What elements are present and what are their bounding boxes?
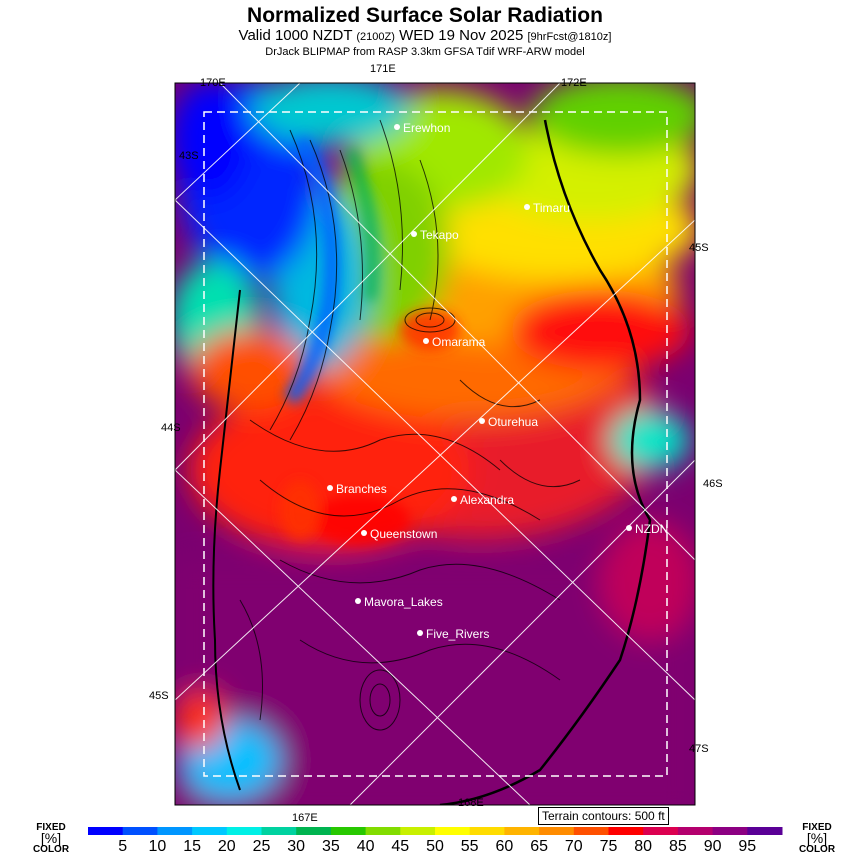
chart-title: Normalized Surface Solar Radiation	[247, 4, 603, 27]
valid-date: WED 19 Nov 2025	[399, 27, 524, 44]
radiation-field	[170, 75, 710, 820]
colorbar-tick-label: 60	[495, 838, 514, 855]
place-label-oturehua: Oturehua	[488, 415, 539, 429]
place-label-mavora-lakes: Mavora_Lakes	[364, 595, 443, 609]
colorbar-tick-label: 45	[391, 838, 410, 855]
colorbar-swatch	[88, 827, 123, 835]
colorbar-tick-label: 15	[183, 838, 201, 855]
place-label-alexandra: Alexandra	[460, 493, 515, 507]
lon-label-167e: 167E	[292, 812, 318, 824]
place-label-timaru: Timaru	[533, 201, 570, 215]
model-description: DrJack BLIPMAP from RASP 3.3km GFSA Tdif WRF-ARW model	[265, 46, 585, 58]
colorbar-swatch	[713, 827, 748, 835]
place-label-five-rivers: Five_Rivers	[426, 627, 490, 641]
colorbar-swatch	[678, 827, 713, 835]
lat-label-43s: 43S	[179, 150, 199, 162]
valid-time: Valid 1000 NZDT	[238, 27, 353, 44]
colorbar-swatch	[747, 827, 782, 835]
colorbar-swatch	[504, 827, 539, 835]
lat-label-45s-right: 45S	[689, 242, 709, 254]
colorbar-swatch	[123, 827, 158, 835]
colorbar-right-fixed: FIXED	[802, 822, 832, 833]
colorbar-tick-label: 75	[599, 838, 618, 855]
lon-label-172e: 172E	[561, 77, 587, 89]
colorbar-left-color: COLOR	[32, 844, 70, 855]
colorbar-swatch	[192, 827, 227, 835]
colorbar-swatch	[470, 827, 505, 835]
colorbar-swatch	[400, 827, 435, 835]
colorbar-right-color: COLOR	[798, 844, 836, 855]
colorbar-swatch	[331, 827, 366, 835]
colorbar-swatch	[609, 827, 644, 835]
colorbar-tick-label: 35	[321, 838, 340, 855]
place-label-queenstown: Queenstown	[370, 527, 438, 541]
place-label-tekapo: Tekapo	[420, 228, 459, 242]
colorbar-swatch	[435, 827, 470, 835]
place-label-nzdn: NZDN	[635, 522, 669, 536]
colorbar-tick-label: 5	[118, 838, 128, 855]
colorbar-swatch	[539, 827, 574, 835]
colorbar-left-label	[30, 822, 72, 855]
lon-label-170e: 170E	[200, 77, 226, 89]
colorbar-tick-label: 95	[738, 838, 757, 855]
place-label-omarama: Omarama	[432, 335, 486, 349]
lat-label-45s-left: 45S	[149, 690, 169, 702]
place-label-branches: Branches	[336, 482, 387, 496]
terrain-contour-note: Terrain contours: 500 ft	[538, 807, 669, 825]
colorbar-swatch	[574, 827, 609, 835]
colorbar-tick-label: 80	[634, 838, 653, 855]
lat-label-47s: 47S	[689, 743, 709, 755]
colorbar-tick-label: 20	[217, 838, 236, 855]
lat-label-46s: 46S	[703, 478, 723, 490]
colorbar-tick-label: 90	[703, 838, 722, 855]
colorbar-tick-label: 65	[530, 838, 548, 855]
utc-time: (2100Z)	[356, 31, 395, 43]
lon-label-168e: 168E	[458, 797, 484, 809]
colorbar-tick-label: 50	[426, 838, 444, 855]
colorbar-tick-label: 70	[564, 838, 583, 855]
colorbar-left-fixed: FIXED	[36, 822, 66, 833]
forecast-info: [9hrFcst@1810z]	[527, 31, 612, 43]
place-label-erewhon: Erewhon	[403, 121, 451, 135]
colorbar-tick-label: 40	[356, 838, 375, 855]
colorbar-swatch	[262, 827, 297, 835]
colorbar-right-label	[796, 822, 838, 855]
colorbar-swatch	[643, 827, 678, 835]
colorbar-tick-label: 10	[148, 838, 167, 855]
color-scale-bar	[88, 827, 783, 835]
colorbar-swatch	[157, 827, 192, 835]
colorbar-tick-label: 30	[287, 838, 306, 855]
colorbar-swatch	[366, 827, 401, 835]
colorbar-swatch	[296, 827, 331, 835]
lon-label-171e: 171E	[370, 63, 396, 75]
colorbar-tick-label: 25	[252, 838, 271, 855]
colorbar-left-unit: [%]	[40, 830, 62, 846]
colorbar-right-unit: [%]	[806, 830, 828, 846]
colorbar-swatch	[227, 827, 262, 835]
colorbar-tick-label: 85	[668, 838, 687, 855]
lat-label-44s: 44S	[161, 422, 181, 434]
colorbar-tick-label: 55	[460, 838, 479, 855]
